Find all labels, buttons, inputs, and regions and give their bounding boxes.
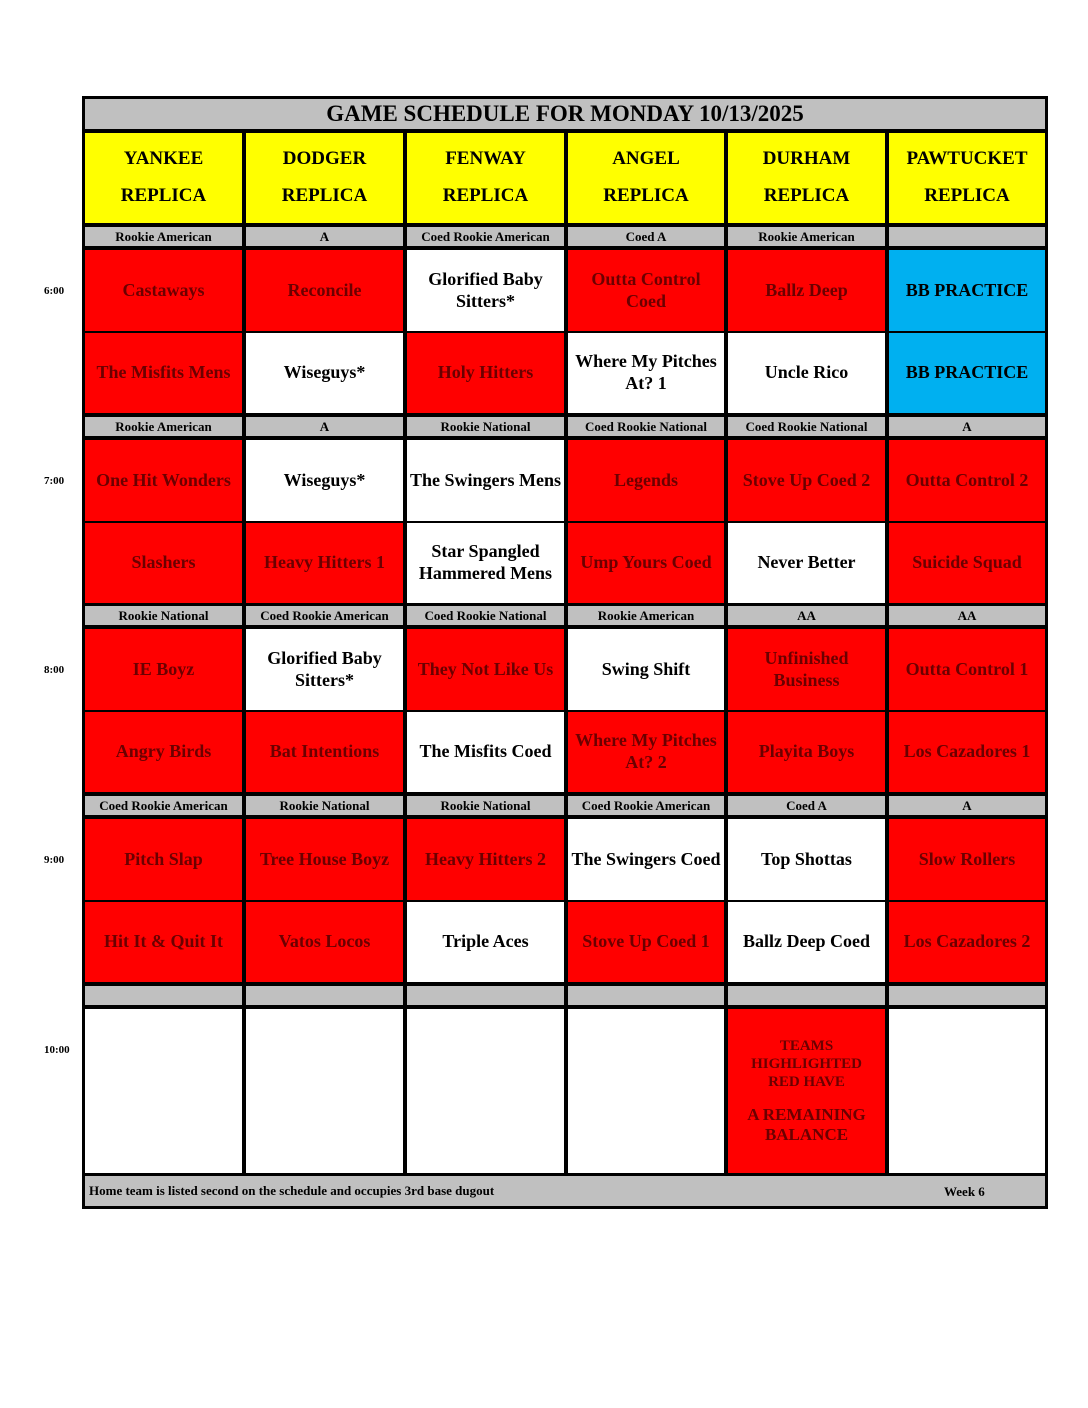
game-cell[interactable]: Triple Aces (407, 902, 564, 982)
game-cell[interactable]: Tree House Boyz (246, 819, 403, 900)
empty-game-cell[interactable] (407, 1009, 564, 1173)
game-cell[interactable]: Ballz Deep (728, 250, 885, 331)
game-cell[interactable]: Reconcile (246, 250, 403, 331)
game-cell[interactable]: The Swingers Mens (407, 440, 564, 521)
balance-note-line1: TEAMS HIGHLIGHTED RED HAVE (751, 1037, 862, 1090)
venue-header (85, 133, 242, 223)
game-cell[interactable]: Top Shottas (728, 819, 885, 900)
game-cell[interactable]: Slow Rollers (889, 819, 1045, 900)
week-label: Week 6 (944, 1184, 985, 1199)
venue-header (246, 133, 403, 223)
venue-header (728, 133, 885, 223)
balance-note (728, 1009, 885, 1173)
division-label: Coed Rookie American (407, 227, 564, 246)
venue-name: DODGER (282, 148, 367, 170)
game-cell[interactable]: Castaways (85, 250, 242, 331)
venue-name: FENWAY (445, 148, 526, 170)
division-label: Coed Rookie American (246, 606, 403, 625)
game-cell[interactable]: Los Cazadores 1 (889, 712, 1045, 792)
division-label: AA (889, 606, 1045, 625)
game-cell[interactable]: Legends (568, 440, 724, 521)
schedule-grid (82, 96, 1048, 1209)
game-cell[interactable]: Wiseguys* (246, 440, 403, 521)
time-label: 10:00 (44, 1044, 70, 1056)
division-label: Coed Rookie National (728, 417, 885, 436)
game-cell[interactable]: Star Spangled Hammered Mens (407, 523, 564, 603)
division-label: Rookie National (407, 417, 564, 436)
game-cell[interactable]: Stove Up Coed 2 (728, 440, 885, 521)
division-label: Rookie American (568, 606, 724, 625)
game-cell[interactable]: Stove Up Coed 1 (568, 902, 724, 982)
game-cell[interactable]: Slashers (85, 523, 242, 603)
division-label: Coed Rookie National (568, 417, 724, 436)
empty-game-cell[interactable] (568, 1009, 724, 1173)
venue-name: ANGEL (612, 148, 680, 170)
schedule-title: GAME SCHEDULE FOR MONDAY 10/13/2025 (85, 99, 1045, 129)
venue-sub: REPLICA (603, 185, 689, 206)
division-label: Rookie American (85, 227, 242, 246)
time-label: 6:00 (44, 285, 65, 297)
division-label (728, 986, 885, 1005)
game-cell[interactable]: Glorified Baby Sitters* (246, 629, 403, 710)
game-cell[interactable]: Outta Control 2 (889, 440, 1045, 521)
division-label: Rookie American (85, 417, 242, 436)
division-label (889, 227, 1045, 246)
game-cell[interactable]: Angry Birds (85, 712, 242, 792)
division-label: Coed Rookie American (85, 796, 242, 815)
division-label (568, 986, 724, 1005)
division-label: Rookie National (85, 606, 242, 625)
venue-sub: REPLICA (120, 185, 207, 206)
division-label: Rookie American (728, 227, 885, 246)
game-cell[interactable]: BB PRACTICE (889, 333, 1045, 413)
division-label: A (246, 227, 403, 246)
division-label: Coed A (728, 796, 885, 815)
division-label: Rookie National (407, 796, 564, 815)
game-cell[interactable]: Vatos Locos (246, 902, 403, 982)
game-cell[interactable]: Holy Hitters (407, 333, 564, 413)
division-label (407, 986, 564, 1005)
division-label: A (889, 796, 1045, 815)
game-cell[interactable]: Pitch Slap (85, 819, 242, 900)
game-cell[interactable]: Where My Pitches At? 1 (568, 333, 724, 413)
game-cell[interactable]: The Swingers Coed (568, 819, 724, 900)
game-cell[interactable]: Unfinished Business (728, 629, 885, 710)
division-label (246, 986, 403, 1005)
game-cell[interactable]: Hit It & Quit It (85, 902, 242, 982)
game-cell[interactable]: Bat Intentions (246, 712, 403, 792)
game-cell[interactable]: Outta Control 1 (889, 629, 1045, 710)
venue-header (407, 133, 564, 223)
venue-sub: REPLICA (924, 185, 1010, 206)
venue-name: YANKEE (123, 148, 204, 170)
game-cell[interactable]: They Not Like Us (407, 629, 564, 710)
division-label (889, 986, 1045, 1005)
division-label: Coed A (568, 227, 724, 246)
empty-game-cell[interactable] (246, 1009, 403, 1173)
game-cell[interactable]: Wiseguys* (246, 333, 403, 413)
game-cell[interactable]: Playita Boys (728, 712, 885, 792)
division-label: Coed Rookie American (568, 796, 724, 815)
game-cell[interactable]: The Misfits Mens (85, 333, 242, 413)
game-cell[interactable]: BB PRACTICE (889, 250, 1045, 331)
empty-game-cell[interactable] (889, 1009, 1045, 1173)
game-cell[interactable]: One Hit Wonders (85, 440, 242, 521)
division-label: A (889, 417, 1045, 436)
game-cell[interactable]: Outta Control Coed (568, 250, 724, 331)
division-label (85, 986, 242, 1005)
game-cell[interactable]: Ballz Deep Coed (728, 902, 885, 982)
empty-game-cell[interactable] (85, 1009, 242, 1173)
time-label: 8:00 (44, 664, 65, 676)
venue-sub: REPLICA (281, 185, 368, 206)
time-label: 9:00 (44, 854, 65, 866)
division-label: Coed Rookie National (407, 606, 564, 625)
venue-sub: REPLICA (442, 185, 529, 206)
venue-header (568, 133, 724, 223)
division-label: Rookie National (246, 796, 403, 815)
game-cell[interactable]: Uncle Rico (728, 333, 885, 413)
division-label: AA (728, 606, 885, 625)
venue-header (889, 133, 1045, 223)
balance-note-line2: A REMAINING BALANCE (747, 1104, 866, 1144)
game-cell[interactable]: Los Cazadores 2 (889, 902, 1045, 982)
game-cell[interactable]: Swing Shift (568, 629, 724, 710)
game-cell[interactable]: Heavy Hitters 1 (246, 523, 403, 603)
venue-name: PAWTUCKET (906, 148, 1028, 170)
game-cell[interactable]: IE Boyz (85, 629, 242, 710)
venue-sub: REPLICA (763, 185, 850, 206)
game-cell[interactable]: Suicide Squad (889, 523, 1045, 603)
division-label: A (246, 417, 403, 436)
game-cell[interactable]: The Misfits Coed (407, 712, 564, 792)
game-cell[interactable]: Never Better (728, 523, 885, 603)
game-cell[interactable]: Ump Yours Coed (568, 523, 724, 603)
game-cell[interactable]: Glorified Baby Sitters* (407, 250, 564, 331)
footer-note: Home team is listed second on the schedule and occupies 3rd base dugout (85, 1176, 1045, 1206)
game-cell[interactable]: Where My Pitches At? 2 (568, 712, 724, 792)
time-label: 7:00 (44, 475, 65, 487)
game-cell[interactable]: Heavy Hitters 2 (407, 819, 564, 900)
venue-name: DURHAM (762, 148, 851, 170)
